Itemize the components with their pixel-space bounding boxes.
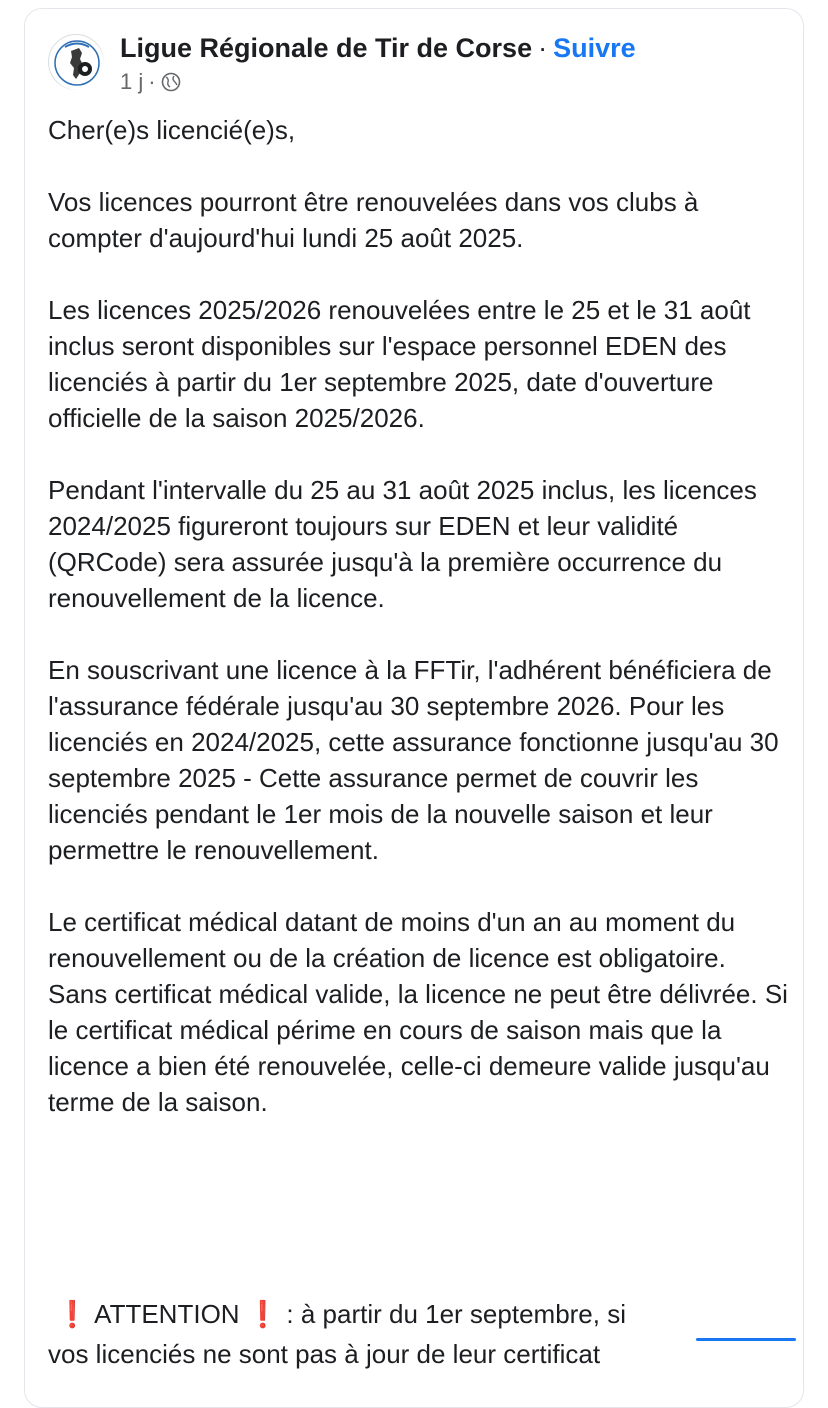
post-paragraph: En souscrivant une licence à la FFTir, l'adhérent bénéficiera de l'assurance fédérale jusqu'au 30 septembre 2026. Pour les licenciés en 2024/2025, cette assurance fonctionne jusqu'au 30 septembre 2025 - Cette assurance permet de couvrir les licenciés pendant le 1er mois de la nouvelle saison et leur permettre le renouvellement.	[48, 655, 779, 865]
exclamation-icon: ❗	[56, 1299, 89, 1329]
meta-separator: ·	[148, 69, 156, 94]
post-meta	[120, 68, 181, 96]
scroll-indicator	[696, 1338, 796, 1341]
follow-button[interactable]: Suivre	[553, 33, 636, 63]
title-separator: ·	[538, 33, 548, 63]
post-paragraph: Le certificat médical datant de moins d'un an au moment du renouvellement ou de la création de licence est obligatoire. Sans certificat médical valide, la licence ne peut être délivrée. Si le certificat médical périme en cours de saison mais que la licence a bien été renouvelée, celle-ci demeure valide jusqu'au terme de la saison.	[48, 907, 788, 1117]
post-timestamp[interactable]: 1 j	[120, 69, 144, 94]
corsica-logo-icon	[49, 35, 105, 91]
attention-label: ATTENTION	[88, 1299, 247, 1329]
avatar[interactable]	[48, 34, 104, 90]
post-paragraph: Les licences 2025/2026 renouvelées entre le 25 et le 31 août inclus seront disponibles sur l'espace personnel EDEN des licenciés à partir du 1er septembre 2025, date d'ouverture officielle de la saison 2025/2026.	[48, 295, 751, 433]
cut-off-text: vos licenciés ne sont pas à jour de leur certificat	[48, 1339, 601, 1369]
cut-off-line	[48, 1339, 788, 1369]
exclamation-icon: ❗	[246, 1299, 280, 1329]
post-paragraph: Cher(e)s licencié(e)s,	[48, 115, 296, 145]
globe-icon	[161, 72, 181, 92]
post-text	[48, 112, 788, 1156]
page-name-link[interactable]: Ligue Régionale de Tir de Corse	[120, 33, 533, 63]
post-paragraph: Pendant l'intervalle du 25 au 31 août 2025 inclus, les licences 2024/2025 figureront toujours sur EDEN et leur validité (QRCode) sera assurée jusqu'à la première occurrence du renouvellement de la licence.	[48, 475, 757, 613]
post-paragraph: Vos licences pourront être renouvelées dans vos clubs à compter d'aujourd'hui lundi 25 août 2025.	[48, 187, 699, 253]
title-row	[120, 30, 636, 66]
attention-text: : à partir du 1er septembre, si	[279, 1299, 626, 1329]
post-header	[48, 26, 788, 96]
attention-line	[56, 1296, 626, 1332]
